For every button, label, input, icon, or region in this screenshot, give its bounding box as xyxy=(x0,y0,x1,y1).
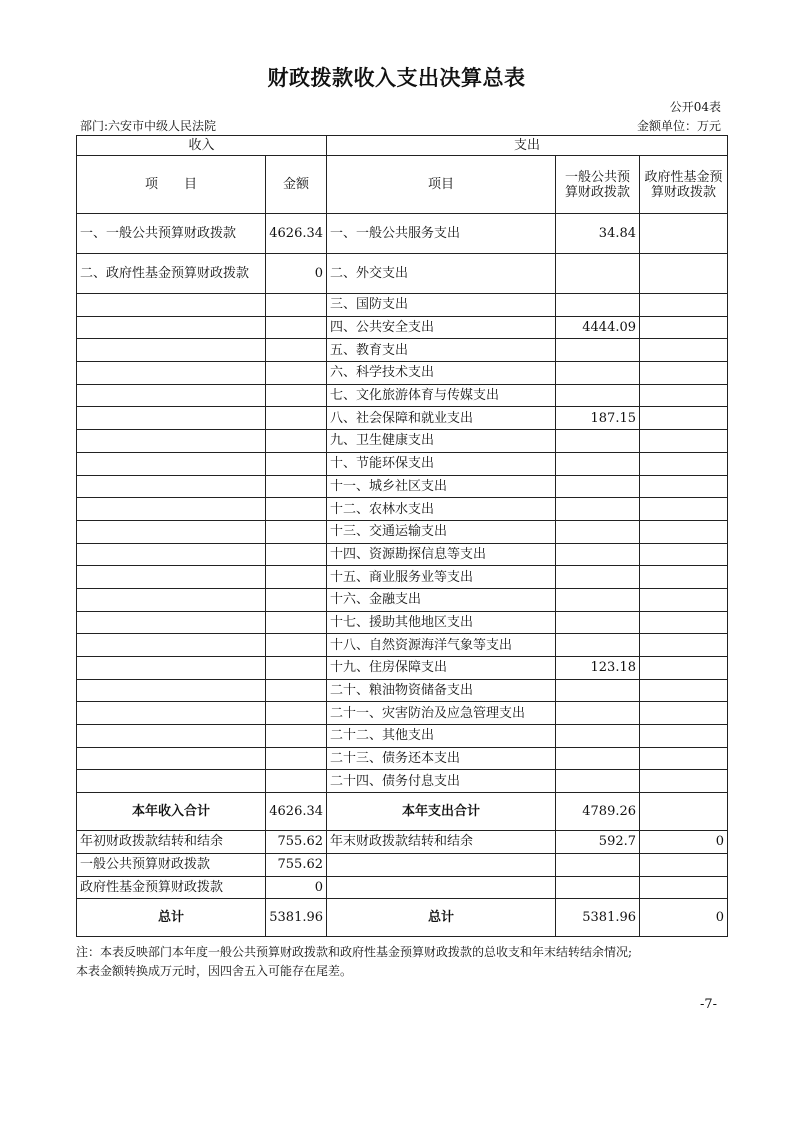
table-row xyxy=(77,566,728,589)
table-row xyxy=(77,853,728,876)
income-item-cell xyxy=(77,657,266,680)
income-item-cell xyxy=(77,747,266,770)
general-budget-cell xyxy=(556,588,640,611)
expense-item-cell: 二十、粮油物资储备支出 xyxy=(327,679,556,702)
note-line-1: 注：本表反映部门本年度一般公共预算财政拨款和政府性基金预算财政拨款的总收支和年末结转结余情况; xyxy=(76,945,633,959)
fund-budget-cell xyxy=(640,702,728,725)
fund-budget-cell xyxy=(640,407,728,430)
income-item-cell xyxy=(77,407,266,430)
page-number: -7- xyxy=(699,997,717,1012)
expense-item-cell: 二十一、灾害防治及应急管理支出 xyxy=(327,702,556,725)
general-budget-cell xyxy=(556,543,640,566)
table-row xyxy=(77,430,728,453)
general-budget-cell xyxy=(556,702,640,725)
general-budget-cell xyxy=(556,294,640,317)
income-amount-cell xyxy=(266,725,327,748)
income-amount-cell: 755.62 xyxy=(266,831,327,854)
fund-budget-cell xyxy=(640,853,728,876)
table-row xyxy=(77,520,728,543)
general-budget-cell xyxy=(556,520,640,543)
general-budget-cell: 4444.09 xyxy=(556,316,640,339)
income-item-cell xyxy=(77,679,266,702)
fund-budget-cell xyxy=(640,362,728,385)
fund-budget-cell xyxy=(640,634,728,657)
table-row xyxy=(77,747,728,770)
income-item-cell: 一、一般公共预算财政拨款 xyxy=(77,214,266,254)
expense-item-cell: 七、文化旅游体育与传媒支出 xyxy=(327,384,556,407)
fund-budget-cell xyxy=(640,566,728,589)
fund-budget-cell xyxy=(640,543,728,566)
general-budget-cell xyxy=(556,679,640,702)
expense-item-cell: 十、节能环保支出 xyxy=(327,452,556,475)
income-grand-label: 总计 xyxy=(77,899,266,937)
expense-total-label: 本年支出合计 xyxy=(327,793,556,831)
expense-item-cell: 十六、金融支出 xyxy=(327,588,556,611)
expense-item-cell: 四、公共安全支出 xyxy=(327,316,556,339)
income-amount-cell: 0 xyxy=(266,254,327,294)
income-item-cell xyxy=(77,452,266,475)
general-budget-cell xyxy=(556,876,640,899)
fund-budget-cell xyxy=(640,588,728,611)
table-row xyxy=(77,725,728,748)
expense-item-cell: 三、国防支出 xyxy=(327,294,556,317)
table-row xyxy=(77,452,728,475)
income-item-cell xyxy=(77,362,266,385)
fund-budget-cell xyxy=(640,384,728,407)
income-item-cell xyxy=(77,770,266,793)
fund-budget-cell xyxy=(640,430,728,453)
general-budget-cell: 592.7 xyxy=(556,831,640,854)
income-amount-cell xyxy=(266,316,327,339)
income-item-cell xyxy=(77,384,266,407)
general-budget-cell: 34.84 xyxy=(556,214,640,254)
expense-item-cell: 十五、商业服务业等支出 xyxy=(327,566,556,589)
general-budget-cell xyxy=(556,362,640,385)
general-budget-cell xyxy=(556,770,640,793)
income-item-cell: 政府性基金预算财政拨款 xyxy=(77,876,266,899)
income-amount-cell xyxy=(266,679,327,702)
fund-budget-cell xyxy=(640,611,728,634)
fund-budget-cell xyxy=(640,725,728,748)
general-budget-cell xyxy=(556,747,640,770)
carryover-body xyxy=(77,831,728,899)
expense-item-cell: 十九、住房保障支出 xyxy=(327,657,556,680)
income-item-cell xyxy=(77,634,266,657)
expense-item-header: 项目 xyxy=(327,156,556,214)
income-item-cell: 一般公共预算财政拨款 xyxy=(77,853,266,876)
expense-item-cell: 十一、城乡社区支出 xyxy=(327,475,556,498)
expense-header: 支出 xyxy=(327,136,728,156)
income-item-cell xyxy=(77,543,266,566)
general-budget-cell xyxy=(556,430,640,453)
income-item-cell xyxy=(77,475,266,498)
general-budget-header: 一般公共预算财政拨款 xyxy=(556,156,640,214)
income-amount-cell xyxy=(266,543,327,566)
table-row xyxy=(77,611,728,634)
income-amount-cell xyxy=(266,588,327,611)
fiscal-summary-table xyxy=(76,135,728,937)
form-number: 公开04表 xyxy=(669,100,721,114)
income-item-cell xyxy=(77,725,266,748)
table-row xyxy=(77,679,728,702)
table-row xyxy=(77,407,728,430)
fund-budget-cell xyxy=(640,747,728,770)
income-amount-header: 金额 xyxy=(266,156,327,214)
expense-item-cell: 十二、农林水支出 xyxy=(327,498,556,521)
income-amount-cell xyxy=(266,702,327,725)
expense-item-cell: 十八、自然资源海洋气象等支出 xyxy=(327,634,556,657)
expense-item-cell: 十四、资源勘探信息等支出 xyxy=(327,543,556,566)
expense-total-general: 4789.26 xyxy=(556,793,640,831)
income-amount-cell xyxy=(266,430,327,453)
income-item-cell xyxy=(77,588,266,611)
income-item-header: 项 目 xyxy=(77,156,266,214)
table-row xyxy=(77,294,728,317)
income-amount-cell: 755.62 xyxy=(266,853,327,876)
expense-item-cell xyxy=(327,876,556,899)
header-group-row xyxy=(77,136,728,156)
income-amount-cell xyxy=(266,566,327,589)
general-budget-cell xyxy=(556,254,640,294)
expense-item-cell: 二十二、其他支出 xyxy=(327,725,556,748)
general-budget-cell xyxy=(556,566,640,589)
income-item-cell xyxy=(77,498,266,521)
general-budget-cell xyxy=(556,725,640,748)
general-budget-cell: 187.15 xyxy=(556,407,640,430)
expense-item-cell: 十七、援助其他地区支出 xyxy=(327,611,556,634)
table-row xyxy=(77,475,728,498)
income-item-cell xyxy=(77,520,266,543)
income-item-cell xyxy=(77,430,266,453)
income-amount-cell xyxy=(266,634,327,657)
income-amount-cell xyxy=(266,520,327,543)
fund-budget-cell xyxy=(640,339,728,362)
expense-grand-general: 5381.96 xyxy=(556,899,640,937)
grand-total-row xyxy=(77,899,728,937)
general-budget-cell xyxy=(556,498,640,521)
fund-budget-cell xyxy=(640,254,728,294)
expense-item-cell: 二十四、债务付息支出 xyxy=(327,770,556,793)
fund-budget-cell xyxy=(640,876,728,899)
general-budget-cell xyxy=(556,853,640,876)
department-label: 部门:六安市中级人民法院 xyxy=(80,119,217,133)
general-budget-cell xyxy=(556,384,640,407)
fund-budget-cell xyxy=(640,452,728,475)
income-amount-cell xyxy=(266,294,327,317)
general-budget-cell xyxy=(556,339,640,362)
table-row xyxy=(77,543,728,566)
expense-item-cell: 二十三、债务还本支出 xyxy=(327,747,556,770)
income-amount-cell xyxy=(266,384,327,407)
expense-item-cell xyxy=(327,853,556,876)
income-item-cell xyxy=(77,316,266,339)
fund-budget-cell xyxy=(640,475,728,498)
fund-budget-cell xyxy=(640,657,728,680)
table-row xyxy=(77,657,728,680)
expense-item-cell: 九、卫生健康支出 xyxy=(327,430,556,453)
fund-budget-cell xyxy=(640,316,728,339)
header-column-row xyxy=(77,156,728,214)
expense-item-cell: 十三、交通运输支出 xyxy=(327,520,556,543)
fund-budget-cell xyxy=(640,498,728,521)
income-amount-cell xyxy=(266,452,327,475)
general-budget-cell xyxy=(556,475,640,498)
income-total-amount: 4626.34 xyxy=(266,793,327,831)
expense-item-cell: 一、一般公共服务支出 xyxy=(327,214,556,254)
income-amount-cell xyxy=(266,475,327,498)
expense-item-cell: 年末财政拨款结转和结余 xyxy=(327,831,556,854)
amount-unit-label: 金额单位：万元 xyxy=(636,119,721,133)
income-amount-cell xyxy=(266,770,327,793)
expense-item-cell: 八、社会保障和就业支出 xyxy=(327,407,556,430)
income-item-cell xyxy=(77,566,266,589)
fund-budget-cell xyxy=(640,214,728,254)
income-amount-cell: 0 xyxy=(266,876,327,899)
income-amount-cell xyxy=(266,498,327,521)
table-row xyxy=(77,588,728,611)
table-row xyxy=(77,316,728,339)
general-budget-cell xyxy=(556,611,640,634)
annual-total-row xyxy=(77,793,728,831)
table-row xyxy=(77,498,728,521)
income-amount-cell xyxy=(266,362,327,385)
general-budget-cell: 123.18 xyxy=(556,657,640,680)
expense-item-cell: 六、科学技术支出 xyxy=(327,362,556,385)
income-header: 收入 xyxy=(77,136,327,156)
income-amount-cell xyxy=(266,657,327,680)
income-amount-cell xyxy=(266,611,327,634)
income-item-cell: 二、政府性基金预算财政拨款 xyxy=(77,254,266,294)
general-budget-cell xyxy=(556,452,640,475)
expense-item-cell: 五、教育支出 xyxy=(327,339,556,362)
fund-budget-cell xyxy=(640,520,728,543)
income-item-cell xyxy=(77,339,266,362)
fund-budget-cell: 0 xyxy=(640,831,728,854)
note-line-2: 本表金额转换成万元时，因四舍五入可能存在尾差。 xyxy=(76,964,353,978)
expense-item-cell: 二、外交支出 xyxy=(327,254,556,294)
fund-budget-header: 政府性基金预算财政拨款 xyxy=(640,156,728,214)
income-grand-amount: 5381.96 xyxy=(266,899,327,937)
table-body xyxy=(77,214,728,793)
table-row xyxy=(77,214,728,254)
expense-grand-label: 总计 xyxy=(327,899,556,937)
table-row xyxy=(77,831,728,854)
table-row xyxy=(77,634,728,657)
income-amount-cell xyxy=(266,747,327,770)
income-total-label: 本年收入合计 xyxy=(77,793,266,831)
table-row xyxy=(77,384,728,407)
table-row xyxy=(77,254,728,294)
page-title: 财政拨款收入支出决算总表 xyxy=(267,66,526,90)
table-row xyxy=(77,362,728,385)
income-item-cell xyxy=(77,702,266,725)
table-row xyxy=(77,702,728,725)
income-item-cell xyxy=(77,611,266,634)
income-amount-cell xyxy=(266,407,327,430)
income-amount-cell: 4626.34 xyxy=(266,214,327,254)
fund-budget-cell xyxy=(640,679,728,702)
table-row xyxy=(77,770,728,793)
expense-grand-fund: 0 xyxy=(640,899,728,937)
income-item-cell: 年初财政拨款结转和结余 xyxy=(77,831,266,854)
table-row xyxy=(77,339,728,362)
table-note xyxy=(76,943,736,981)
general-budget-cell xyxy=(556,634,640,657)
fund-budget-cell xyxy=(640,294,728,317)
table-row xyxy=(77,876,728,899)
income-amount-cell xyxy=(266,339,327,362)
income-item-cell xyxy=(77,294,266,317)
expense-total-fund xyxy=(640,793,728,831)
fund-budget-cell xyxy=(640,770,728,793)
